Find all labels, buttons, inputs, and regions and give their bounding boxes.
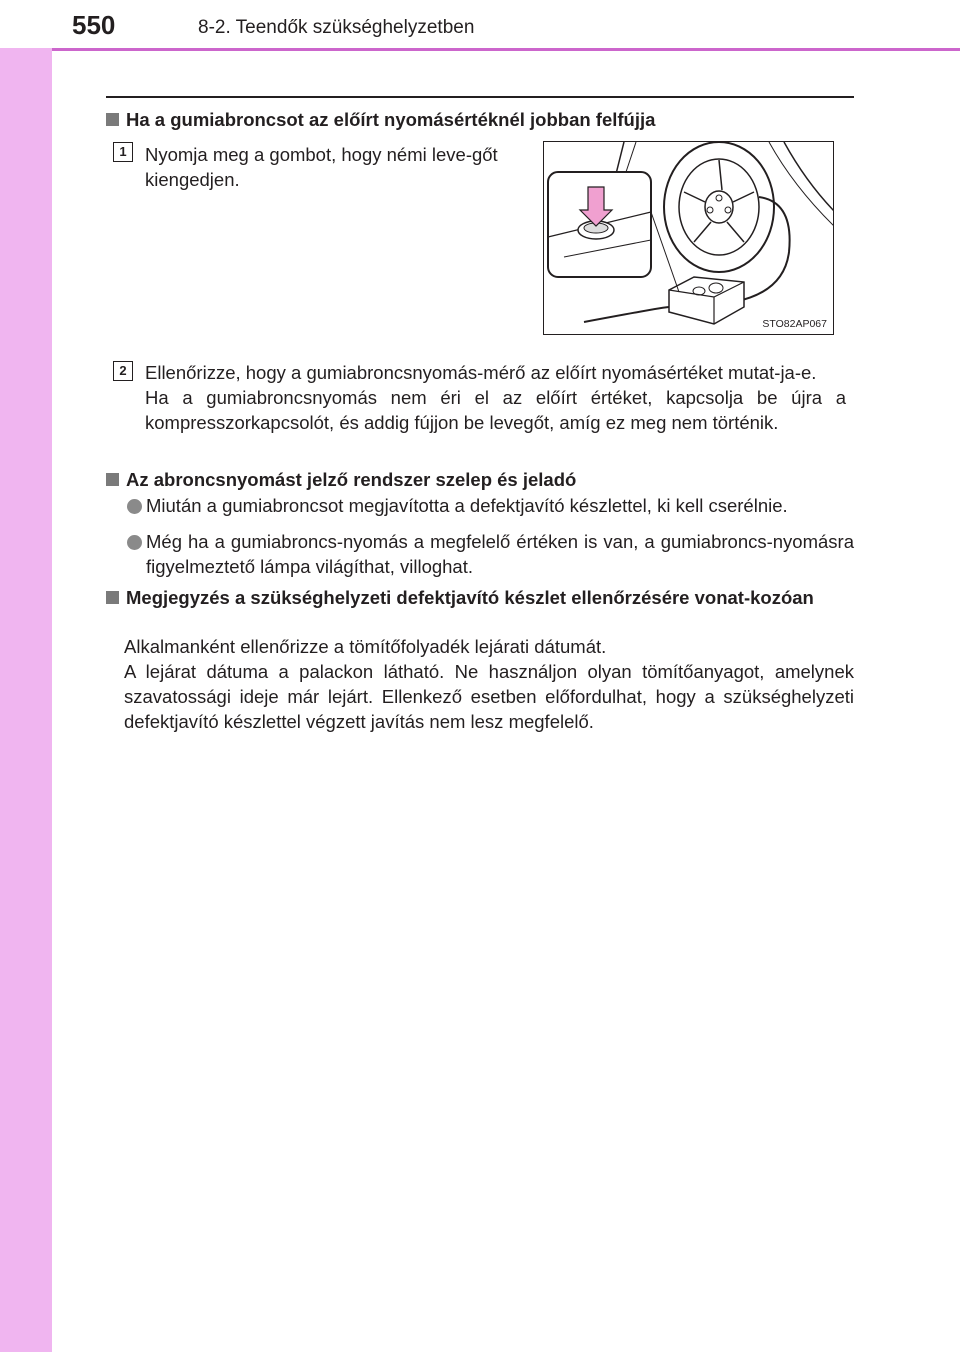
compressor-illustration	[543, 141, 834, 335]
side-color-band	[0, 0, 52, 1352]
heading-tpms	[106, 468, 576, 492]
heading-square-icon	[106, 591, 119, 604]
heading-text: Megjegyzés a szükséghelyzeti defektjavító készlet ellenőrzésére vonat-kozóan	[126, 587, 814, 608]
kit-body-line2: A lejárat dátuma a palackon látható. Ne használjon olyan tömítőanyagot, amelynek szavatossági ideje már lejárt. Ellenkező esetben előfordulhat, hogy a szükséghelyzeti defektjavító készlettel végzett javítás nem lesz megfelelő.	[124, 661, 854, 732]
kit-check-body	[124, 634, 854, 734]
bullet-icon	[127, 499, 142, 514]
step-2-line1: Ellenőrizze, hogy a gumiabroncsnyomás-mérő az előírt nyomásértéket mutat-ja-e.	[145, 362, 817, 383]
step-number-badge: 1	[113, 142, 133, 162]
step-2-text	[145, 360, 846, 435]
step-number-badge: 2	[113, 361, 133, 381]
content-top-rule	[106, 96, 854, 98]
figure-code: STO82AP067	[762, 318, 827, 330]
heading-overinflated	[106, 108, 655, 132]
step-2-line2: Ha a gumiabroncsnyomás nem éri el az előírt értéket, kapcsolja be újra a kompresszorkapcsolót, és addig fújjon be levegőt, amíg ez meg nem történik.	[145, 387, 846, 433]
bullet-item: Még ha a gumiabroncs-nyomás a megfelelő értéken is van, a gumiabroncs-nyomásra figyelmeztető lámpa világíthat, villoghat.	[146, 531, 854, 577]
header-background	[0, 0, 960, 48]
heading-square-icon	[106, 113, 119, 126]
compressor-drawing	[544, 142, 834, 335]
heading-text: Ha a gumiabroncsot az előírt nyomásértéknél jobban felfújja	[126, 109, 656, 130]
heading-text: Az abroncsnyomást jelző rendszer szelep és jeladó	[126, 469, 577, 490]
step-1-text: Nyomja meg a gombot, hogy némi leve-gőt kiengedjen.	[145, 144, 498, 190]
bullet-item: Miután a gumiabroncsot megjavította a defektjavító készlettel, ki kell cserélnie.	[146, 495, 788, 516]
header-divider	[52, 48, 960, 51]
section-title: 8-2. Teendők szükséghelyzetben	[198, 17, 475, 38]
bullet-icon	[127, 535, 142, 550]
page-number: 550	[72, 10, 116, 40]
heading-kit-check	[106, 586, 854, 610]
kit-body-line1: Alkalmanként ellenőrizze a tömítőfolyadék lejárati dátumát.	[124, 636, 607, 657]
heading-square-icon	[106, 473, 119, 486]
